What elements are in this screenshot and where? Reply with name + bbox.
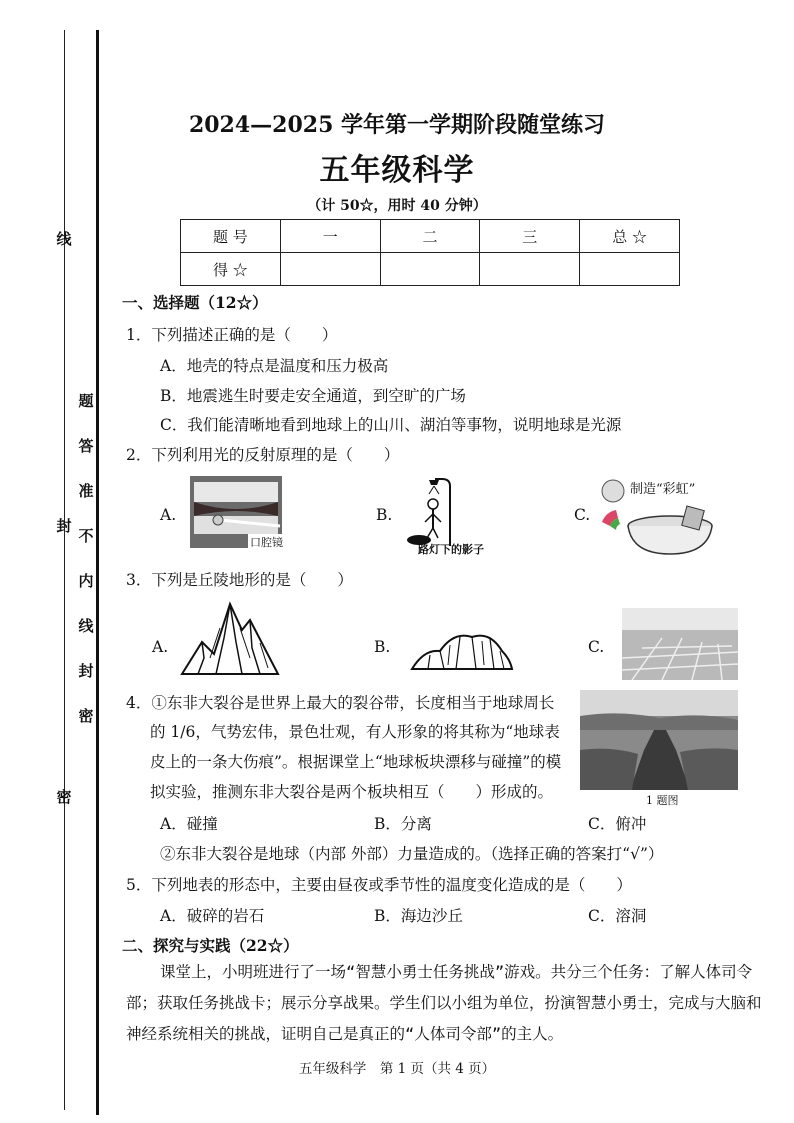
hills-drawing (410, 625, 514, 673)
exam-title: 2024—2025 学年第一学期阶段随堂练习 (188, 112, 606, 138)
mountain-drawing (180, 598, 280, 678)
score-table-header-row (181, 220, 680, 253)
margin-char: 答 (78, 437, 94, 455)
question-text-line: 的 1/6，气势宏伟，景色壮观，有人形象的将其称为“地球表 (150, 723, 560, 741)
figure-caption: 1 题图 (646, 794, 679, 807)
margin-char: 密 (56, 788, 72, 806)
binding-line-inner (96, 30, 99, 1115)
score-cell: 三 (480, 220, 580, 253)
margin-char: 密 (78, 707, 94, 725)
section-heading: 二、探究与实践（22☆） (122, 936, 299, 955)
image-caption: 路灯下的影子 (418, 543, 484, 556)
section-paragraph (126, 957, 766, 1050)
question-text-line: 4．①东非大裂谷是世界上最大的裂谷带，长度相当于地球周长 (126, 694, 555, 712)
score-cell: 二 (380, 220, 480, 253)
option-label: C. (574, 506, 591, 524)
margin-char: 题 (78, 392, 94, 410)
score-blank-2[interactable] (380, 253, 480, 286)
option-text: A．碰撞 (160, 815, 218, 833)
paragraph-text: 课堂上，小明班进行了一场“智慧小勇士任务挑战”游戏。共分三个任务：了解人体司令部；获取任务挑战卡；展示分享战果。学生们以小组为单位，扮演智慧小勇士，完成与大脑和神经系统相关的挑战，证明自己是真正的“人体司令部”的主人。 (126, 963, 762, 1043)
option-text: B．分离 (374, 815, 432, 833)
option-text: C．俯冲 (588, 815, 647, 833)
page-footer: 五年级科学 第 1 页（共 4 页） (298, 1061, 496, 1077)
question-stem: 2．下列利用光的反射原理的是（ ） (126, 446, 400, 464)
score-blank-3[interactable] (480, 253, 580, 286)
exam-note: （计 50☆，用时 40 分钟） (307, 198, 487, 214)
subject-title: 五年级科学 (319, 153, 475, 188)
score-blank-total[interactable] (580, 253, 680, 286)
rift-valley-photo (580, 690, 738, 790)
option-text: A．破碎的岩石 (160, 907, 265, 925)
margin-char: 封 (78, 662, 94, 680)
plain-photo (622, 608, 738, 680)
question-stem: 3．下列是丘陵地形的是（ ） (126, 571, 353, 589)
score-table-score-row (181, 253, 680, 286)
option-label: A. (160, 506, 177, 524)
option-text: C．溶洞 (588, 907, 647, 925)
question-stem: 1．下列描述正确的是（ ） (126, 326, 338, 344)
binding-line-outer (64, 30, 65, 1110)
question-subpart: ②东非大裂谷是地球（内部 外部）力量造成的。（选择正确的答案打“√”） (160, 845, 664, 863)
score-cell: 题 号 (181, 220, 281, 253)
option-label: B. (374, 638, 391, 656)
option-label: C. (588, 638, 605, 656)
image-caption: 口腔镜 (250, 536, 283, 549)
margin-char: 线 (78, 617, 94, 635)
section-heading: 一、选择题（12☆） (122, 293, 268, 312)
option-text: B．地震逃生时要走安全通道，到空旷的广场 (160, 387, 466, 405)
option-text: C．我们能清晰地看到地球上的山川、湖泊等事物，说明地球是光源 (160, 416, 622, 434)
score-cell: 总 ☆ (580, 220, 680, 253)
option-label: B. (376, 506, 393, 524)
question-stem: 5．下列地表的形态中，主要由昼夜或季节性的温度变化造成的是（ ） (126, 876, 632, 894)
score-cell: 一 (280, 220, 380, 253)
margin-char: 线 (56, 230, 72, 248)
margin-char: 不 (78, 527, 94, 545)
score-table (180, 219, 680, 286)
margin-char: 准 (78, 482, 94, 500)
option-text: A．地壳的特点是温度和压力极高 (160, 357, 389, 375)
question-text-line: 拟实验，推测东非大裂谷是两个板块相互（ ）形成的。 (150, 783, 554, 801)
question-text-line: 皮上的一条大伤痕”。根据课堂上“地球板块漂移与碰撞”的模 (150, 753, 562, 771)
margin-char: 内 (78, 572, 94, 590)
option-text: B．海边沙丘 (374, 907, 463, 925)
option-label: A. (152, 638, 169, 656)
street-lamp-shadow-image (405, 476, 485, 550)
image-caption: 制造“彩虹” (630, 482, 696, 497)
margin-char: 封 (56, 517, 72, 535)
score-cell: 得 ☆ (181, 253, 281, 286)
score-blank-1[interactable] (280, 253, 380, 286)
